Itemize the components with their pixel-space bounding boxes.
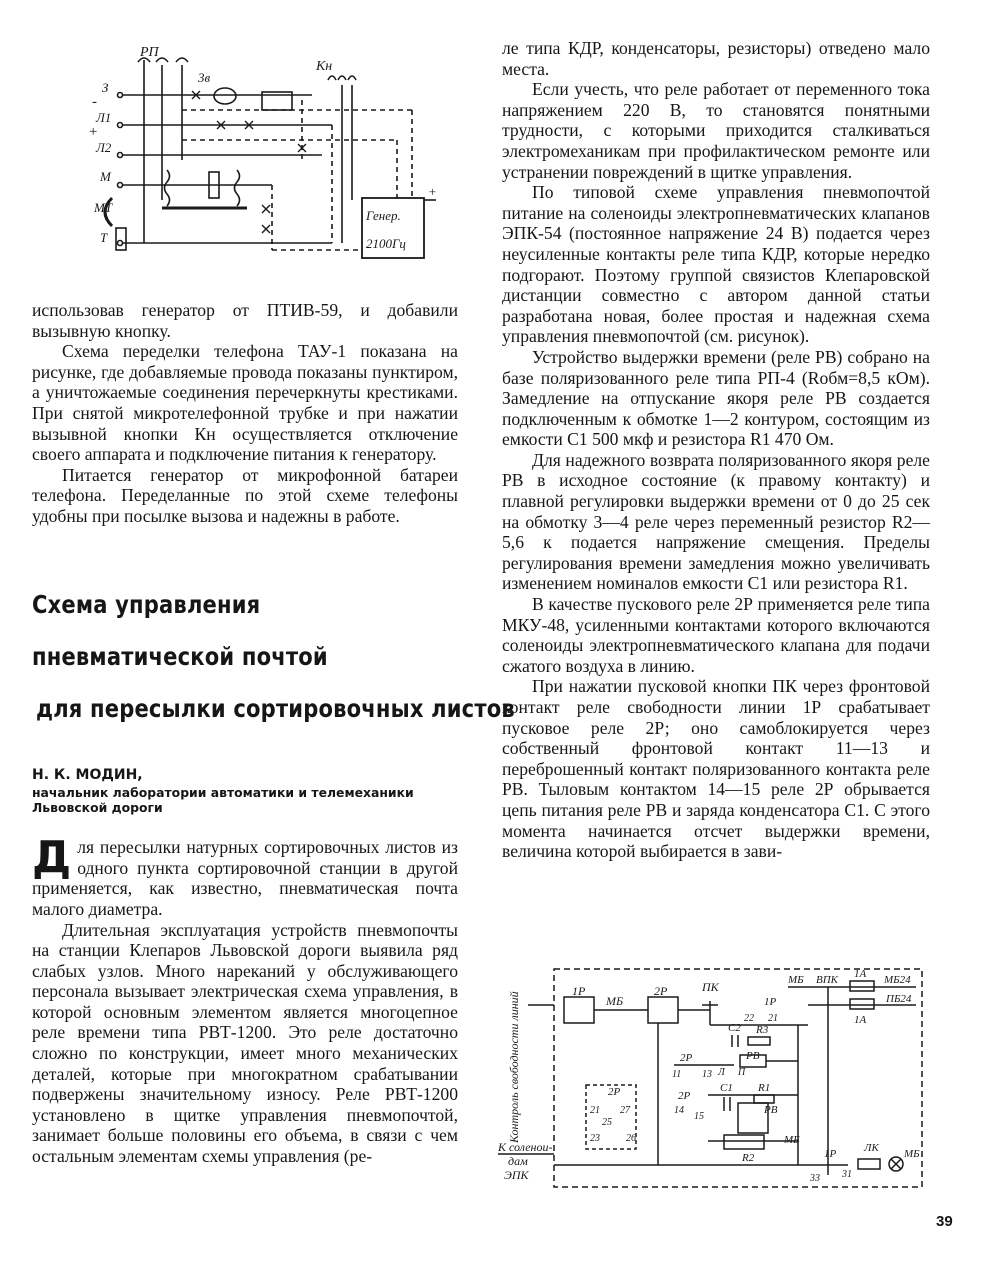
gen-plus: +	[428, 184, 437, 199]
label-control: Контроль свободности линий	[507, 991, 521, 1143]
heading-line: для пересылки сортировочных листов	[36, 693, 515, 723]
heading-line: Схема управления	[32, 589, 261, 619]
right-column	[502, 38, 930, 862]
label-22: 22	[744, 1013, 754, 1024]
label-26: 26	[626, 1133, 636, 1144]
paragraph: Длительная эксплуатация устройств пневмопочты на станции Клепаров Львовской дороги выявила ряд слабых узлов. Много нареканий у обслуживающего персонала вызывает электрическая схема управления, в которой основным элементом является многоцепное реле времени типа РВТ-1200. Это реле достаточно сложно по конструкции, имеет много механических деталей, которые при многократном срабатывании подвержены значительному износу. Реле РВТ-1200 установлено в щитке управления пневмопочтой, занимает больше половины его объема, в связи с чем остальным элементам схемы управления (ре-	[32, 919, 458, 1167]
label-1p-top: 1Р	[764, 996, 777, 1008]
label-pk: ПК	[702, 980, 719, 994]
label-14: 14	[674, 1105, 684, 1116]
label-r1: R1	[758, 1082, 771, 1094]
label-mb-2: МБ	[788, 974, 804, 986]
label-t: Т	[100, 230, 108, 245]
paragraph: Схема переделки телефона ТАУ-1 показана на рисунке, где добавляемые провода показаны пунктиром, а уничтожаемые соединения перечеркнуты крестиками. При снятой микротелефонной трубке и при нажатии вызывной кнопки Кн осуществляется отключение своего аппарата и подключение питания к генератору.	[32, 341, 458, 465]
figure-pneumatic-control-circuit	[498, 965, 938, 1195]
label-25: 25	[602, 1117, 612, 1128]
label-plus: +	[88, 124, 99, 140]
label-to-sol-1: К соленои-	[498, 1140, 553, 1154]
label-p: П	[738, 1067, 746, 1078]
label-l: Л	[718, 1067, 725, 1078]
paragraph: По типовой схеме управления пневмопочтой питание на соленоиды электропневматических клапанов ЭПК-54 (постоянное напряжение 24 В) подается через неусиленные контакты реле типа КДР, которые нередко подгорают. Поэтому группой связистов Клепаровской дистанции совместно с автором данной статьи разработана новая, более простая и надежная схема управления пневмопочтой (см. рисунок).	[502, 182, 930, 347]
label-mb-1: МБ	[606, 994, 624, 1008]
author-name: Н. К. МОДИН,	[32, 766, 143, 783]
label-l1: Л1	[96, 110, 112, 125]
label-1a-bottom: 1А	[854, 1014, 867, 1026]
label-1p-bottom: 1Р	[824, 1148, 837, 1160]
heading-line: пневматической почтой	[32, 641, 328, 671]
label-pb24: ПБ24	[886, 993, 912, 1005]
label-to-sol-3: ЭПК	[504, 1168, 529, 1182]
label-11: 11	[672, 1069, 682, 1080]
label-2p-right: 2Р	[678, 1090, 691, 1102]
label-2p-left: 2Р	[608, 1086, 621, 1098]
label-lk: ЛК	[864, 1142, 879, 1154]
article-heading	[32, 579, 515, 735]
label-r2: R2	[742, 1152, 755, 1164]
label-r3: R3	[756, 1024, 769, 1036]
label-gen: Генер.	[366, 208, 401, 223]
label-2p-top: 2Р	[654, 984, 668, 998]
label-minus: -	[92, 94, 97, 110]
lead-paragraph	[32, 832, 458, 919]
label-mt: МТ	[94, 200, 113, 215]
label-freq: 2100Гц	[366, 236, 406, 251]
label-2p-mid: 2Р	[680, 1052, 693, 1064]
paragraph: ля пересылки натурных сортировочных листов из одного пункта сортировочной станции в другой применяется, как известно, пневматическая почта малого диаметра.	[32, 837, 458, 919]
label-mb-4: МБ	[904, 1148, 920, 1160]
label-z: З	[102, 80, 109, 95]
label-15: 15	[694, 1111, 704, 1122]
label-mb24: МБ24	[884, 974, 911, 986]
page-number: 39	[936, 1213, 953, 1230]
label-33: 33	[810, 1173, 820, 1184]
paragraph: ле типа КДР, конденсаторы, резисторы) отведено мало места.	[502, 38, 930, 79]
label-rb-2: РВ	[764, 1104, 778, 1116]
telephone-circuit-diagram	[32, 0, 458, 300]
label-rb-1: РВ	[746, 1050, 760, 1062]
label-1p: 1Р	[572, 984, 586, 998]
label-21: 21	[768, 1013, 778, 1024]
paragraph: Если учесть, что реле работает от переменного тока напряжением 220 В, то становятся понятными трудности, с которыми приходится сталкиваться электромеханикам при профилактическом ремонте или устранении повреждений в щитке управления.	[502, 79, 930, 182]
label-l2: Л2	[96, 140, 112, 155]
author-position: начальник лаборатории автоматики и телемеханики Львовской дороги	[32, 785, 414, 816]
paragraph: Для надежного возврата поляризованного якоря реле РВ в исходное состояние (к правому контакту) и плавной регулировки выдержки времени от 0 до 25 сек на обмотку 3—4 реле через переменный резистор R2—5,6 к подается напряжение смещения. Пределы регулирования времени замедления можно увеличивать изменением номиналов емкости С1 или резистора R1.	[502, 449, 930, 594]
drop-cap: Д	[32, 832, 72, 884]
paragraph: использовав генератор от ПТИВ-59, и добавили вызывную кнопку.	[32, 300, 458, 341]
label-m: М	[100, 169, 111, 184]
label-23: 23	[590, 1133, 600, 1144]
label-21b: 21	[590, 1105, 600, 1116]
label-kn: Кн	[316, 59, 333, 74]
pneumatic-control-diagram	[498, 965, 938, 1195]
paragraph: Питается генератор от микрофонной батареи телефона. Переделанные по этой схеме телефоны удобны при посылке вызова и надежны в работе.	[32, 464, 458, 526]
label-31: 31	[842, 1169, 852, 1180]
label-c2: С2	[728, 1022, 741, 1034]
label-vpk: ВПК	[816, 974, 838, 986]
label-zv: 3в	[198, 70, 211, 85]
label-27: 27	[620, 1105, 630, 1116]
author-block	[32, 765, 458, 816]
label-c1: С1	[720, 1082, 733, 1094]
label-rp: РП	[140, 45, 159, 60]
label-13: 13	[702, 1069, 712, 1080]
paragraph: В качестве пускового реле 2Р применяется реле типа МКУ-48, усиленными контактами которого включаются соленоиды электропневматического клапана для подачи сжатого воздуха в линию.	[502, 594, 930, 676]
label-to-sol-2: дам	[508, 1154, 528, 1168]
label-mb-3: МБ	[784, 1134, 800, 1146]
figure-telephone-circuit	[32, 0, 458, 300]
label-1a-top: 1А	[854, 968, 867, 980]
paragraph: При нажатии пусковой кнопки ПК через фронтовой контакт реле свободности линии 1Р срабатывает пусковое реле 2Р; оно самоблокируется через собственный фронтовой контакт 11—13 и переброшенный контакт поляризованного контакта реле РВ. Тыловым контактом 14—15 реле 2Р обрывается цепь питания реле РВ и заряда конденсатора С1. С этого момента начинается отсчет выдержки времени, величина которой выбирается в зави-	[502, 676, 930, 862]
paragraph: Устройство выдержки времени (реле РВ) собрано на базе поляризованного реле типа РП-4 (Rобм=8,5 кОм). Замедление на отпускание якоря реле РВ создается подключенным к обмотке 1—2 контуром, состоящим из емкости С1 500 мкф и резистора R1 470 Ом.	[502, 346, 930, 450]
